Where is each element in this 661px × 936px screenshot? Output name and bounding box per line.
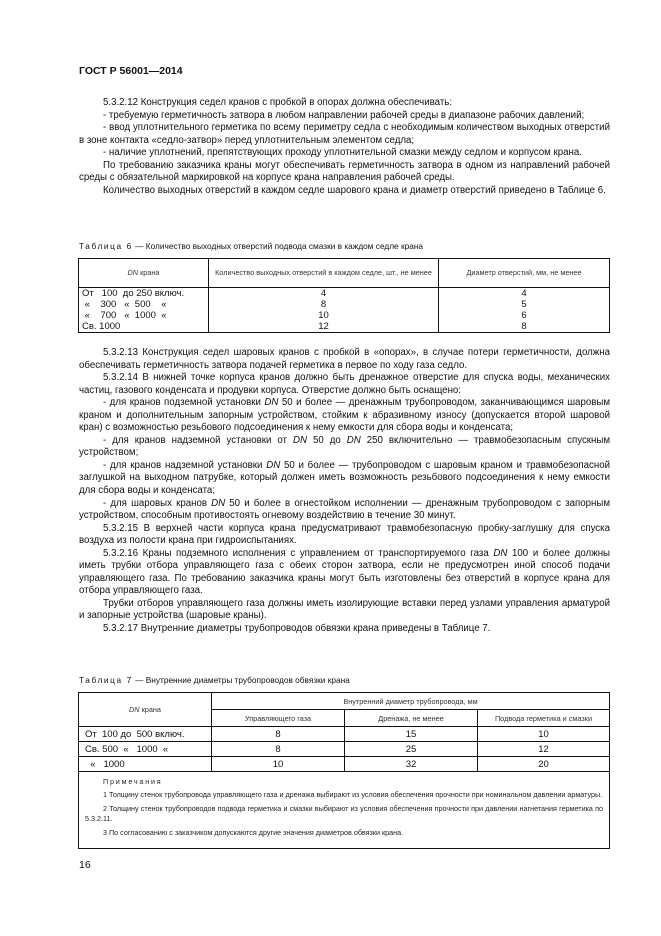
- caption-text: — Количество выходных отверстий подвода смазки в каждом седле крана: [132, 241, 424, 251]
- text-run: 50 до: [306, 434, 347, 446]
- paragraph: [79, 435, 610, 460]
- text-run: 100 и более должны иметь трубки отбора управляющего газа с обеих сторон затвора, если не предусмотрен иной способ подачи управляющего газа. По требованию заказчика краны могут быть изготовлены без отверстий в корпусе крана для отбора управляющего газа.: [79, 547, 611, 597]
- text-run: 5.3.2.15 В верхней части корпуса крана предусматривают травмобезопасную пробку-заглушку для спуска воздуха из полости крана при гидроиспытаниях.: [79, 522, 610, 547]
- column-header-dn: [79, 259, 209, 288]
- value-cell: 20: [478, 757, 610, 772]
- dn-label: DN: [129, 705, 140, 714]
- paragraph: [79, 598, 610, 623]
- dn-term: DN: [493, 547, 508, 559]
- value-cell: 10: [209, 310, 439, 321]
- paragraph: [79, 160, 610, 185]
- dn-range-cell: Св. 500 « 1000 «: [79, 742, 212, 757]
- column-group-header: Внутренний диаметр трубопровода, мм: [212, 693, 610, 710]
- dn-label: DN: [127, 268, 139, 277]
- text-run: 50 и более — трубопроводом с шаровым краном и травмобезопасной заглушкой на выходном патрубке, который должен иметь возможность резьбового подсоединения к нему емкости для сбора воды и конденсата;: [79, 459, 610, 497]
- paragraph: [79, 122, 610, 147]
- value-cell: 5: [439, 299, 610, 310]
- text-run: 5.3.2.12 Конструкция седел кранов с пробкой в опорах должна обеспечивать:: [103, 97, 453, 108]
- dn-suffix: крана: [139, 705, 161, 714]
- text-run: Количество выходных отверстий в каждом седле шарового крана и диаметр отверстий приведено в Таблице 6.: [103, 184, 606, 196]
- value-cell: 10: [478, 727, 610, 742]
- dn-range-cell: « 1000: [79, 757, 212, 772]
- paragraph: [79, 498, 610, 523]
- text-run: - для кранов надземной установки от: [103, 434, 293, 446]
- dn-range-cell: Св. 1000: [79, 321, 209, 333]
- text-run: - для кранов подземной установки: [103, 397, 265, 409]
- value-cell: 8: [439, 321, 610, 333]
- value-cell: 4: [209, 288, 439, 300]
- caption-text: — Внутренние диаметры трубопроводов обвязки крана: [132, 675, 350, 685]
- value-cell: 8: [209, 299, 439, 310]
- value-cell: 15: [345, 727, 478, 742]
- paragraph: [79, 347, 610, 372]
- section-5-3-2-12: [79, 97, 610, 197]
- table-row: [79, 742, 610, 757]
- page-number: 16: [79, 859, 91, 871]
- text-run: 50 и более — дренажным трубопроводом, заканчивающимся шаровым краном и дополнительным запорным устройством, стойким к абразивному износу (допускается второй шаровой кран) с возможностью резьбового подсоединения к нему емкости для сбора воды и конденсата;: [79, 397, 610, 434]
- column-header-control-gas: Управляющего газа: [212, 710, 345, 727]
- value-cell: 12: [209, 321, 439, 333]
- paragraph: [79, 372, 610, 397]
- text-run: - ввод уплотнительного герметика по всему периметру седла с необходимым количеством выходных отверстий в зоне контакта «седло-затвор» перед уплотнительным элементом седла;: [79, 122, 610, 146]
- column-header-diameter: Диаметр отверстий, мм, не менее: [439, 259, 610, 288]
- value-cell: 25: [345, 742, 478, 757]
- value-cell: 12: [478, 742, 610, 757]
- table-row: [79, 310, 610, 321]
- text-run: - требуемую герметичность затвора в любом направлении рабочей среды в диапазоне рабочих давлений;: [103, 109, 585, 121]
- text-run: 50 и более в огнестойком исполнении — дренажным трубопроводом с запорным устройством, способным противостоять огневому воздействию в течение 30 минут.: [79, 497, 610, 522]
- table-7: [78, 692, 610, 849]
- caption-label: Таблица 7: [79, 675, 133, 685]
- value-cell: 8: [212, 742, 345, 757]
- text-run: 250 включительно — травмобезопасным спускным устройством;: [79, 434, 610, 459]
- table-7-caption: [79, 675, 350, 685]
- table-row: [79, 727, 610, 742]
- dn-range-cell: « 700 « 1000 «: [79, 310, 209, 321]
- notes-title: Примечания: [103, 777, 163, 786]
- dn-range-cell: От 100 до 250 включ.: [79, 288, 209, 300]
- dn-term: DN: [264, 397, 279, 409]
- table-row: [79, 288, 610, 300]
- dn-term: DN: [292, 434, 307, 446]
- table-6: [78, 258, 610, 333]
- value-cell: 32: [345, 757, 478, 772]
- text-run: 5.3.2.14 В нижней точке корпуса кранов должно быть дренажное отверстие для спуска воды, механических частиц, газового конденсата и продувки корпуса. Отверстие должно быть оснащено:: [79, 372, 610, 396]
- document-id: ГОСТ Р 56001—2014: [79, 65, 183, 77]
- table-row: [79, 299, 610, 310]
- paragraph: [79, 185, 610, 198]
- dn-term: DN: [346, 434, 361, 446]
- caption-label: Таблица 6: [79, 241, 133, 251]
- sections-5-3-2-13-to-17: [79, 347, 610, 636]
- paragraph: [79, 110, 610, 123]
- value-cell: 4: [439, 288, 610, 300]
- paragraph: [79, 548, 610, 598]
- note-1: 1 Толщину стенок трубопровода управляющего газа и дренажа выбирают из условия обеспечения прочности при номинальном давлении арматуры.: [103, 790, 603, 799]
- text-run: 5.3.2.17 Внутренние диаметры трубопроводов обвязки крана приведены в Таблице 7.: [103, 623, 491, 635]
- paragraph: [79, 623, 610, 636]
- table-header-row: [79, 693, 610, 710]
- text-run: - для шаровых кранов: [103, 497, 212, 509]
- table-header-row: [79, 259, 610, 288]
- text-run: - наличие уплотнений, препятствующих проходу уплотнительной смазки между седлом и корпусом крана.: [103, 147, 582, 159]
- value-cell: 8: [212, 727, 345, 742]
- table-6-caption: [79, 241, 423, 251]
- column-header-drain: Дренажа, не менее: [345, 710, 478, 727]
- paragraph: [79, 523, 610, 548]
- dn-term: DN: [266, 459, 281, 471]
- text-run: 5.3.2.16 Краны подземного исполнения с управлением от транспортируемого газа: [103, 547, 494, 559]
- dn-term: DN: [211, 497, 226, 509]
- table-row: [79, 757, 610, 772]
- dn-range-cell: От 100 до 500 включ.: [79, 727, 212, 742]
- note-2: 2 Толщину стенок трубопроводов подвода герметика и смазки выбирают из условия обеспечения прочности при давлении нагнетания герметика по 5.3.2.11.: [85, 804, 603, 823]
- paragraph: [79, 97, 610, 110]
- paragraph: [79, 147, 610, 160]
- notes-row: [79, 772, 610, 849]
- text-run: - для кранов надземной установки: [103, 459, 267, 471]
- column-header-sealant: Подвода герметика и смазки: [478, 710, 610, 727]
- column-header-dn: [79, 693, 212, 727]
- column-header-outlets: Количество выходных отверстий в каждом седле, шт., не менее: [209, 259, 439, 288]
- table-row: [79, 321, 610, 333]
- paragraph: [79, 460, 610, 498]
- table-notes: [79, 772, 610, 849]
- paragraph: [79, 397, 610, 435]
- note-3: 3 По согласованию с заказчиком допускаются другие значения диаметров обвязки крана.: [103, 828, 404, 837]
- text-run: По требованию заказчика краны могут обеспечивать герметичность затвора в одном из направлений рабочей среды с обязательной маркировкой на корпусе крана направления рабочей среды.: [79, 159, 610, 184]
- dn-range-cell: « 300 « 500 «: [79, 299, 209, 310]
- value-cell: 10: [212, 757, 345, 772]
- text-run: 5.3.2.13 Конструкция седел шаровых кранов с пробкой в «опорах», в случае потери герметичности, должна обеспечивать герметичность затвора подачей герметика в первое по ходу газа седло.: [79, 347, 610, 371]
- dn-suffix: крана: [138, 268, 160, 277]
- value-cell: 6: [439, 310, 610, 321]
- text-run: Трубки отборов управляющего газа должны иметь изолирующие вставки перед узлами управления арматурой и запорные устройства (шаровые краны).: [79, 597, 610, 622]
